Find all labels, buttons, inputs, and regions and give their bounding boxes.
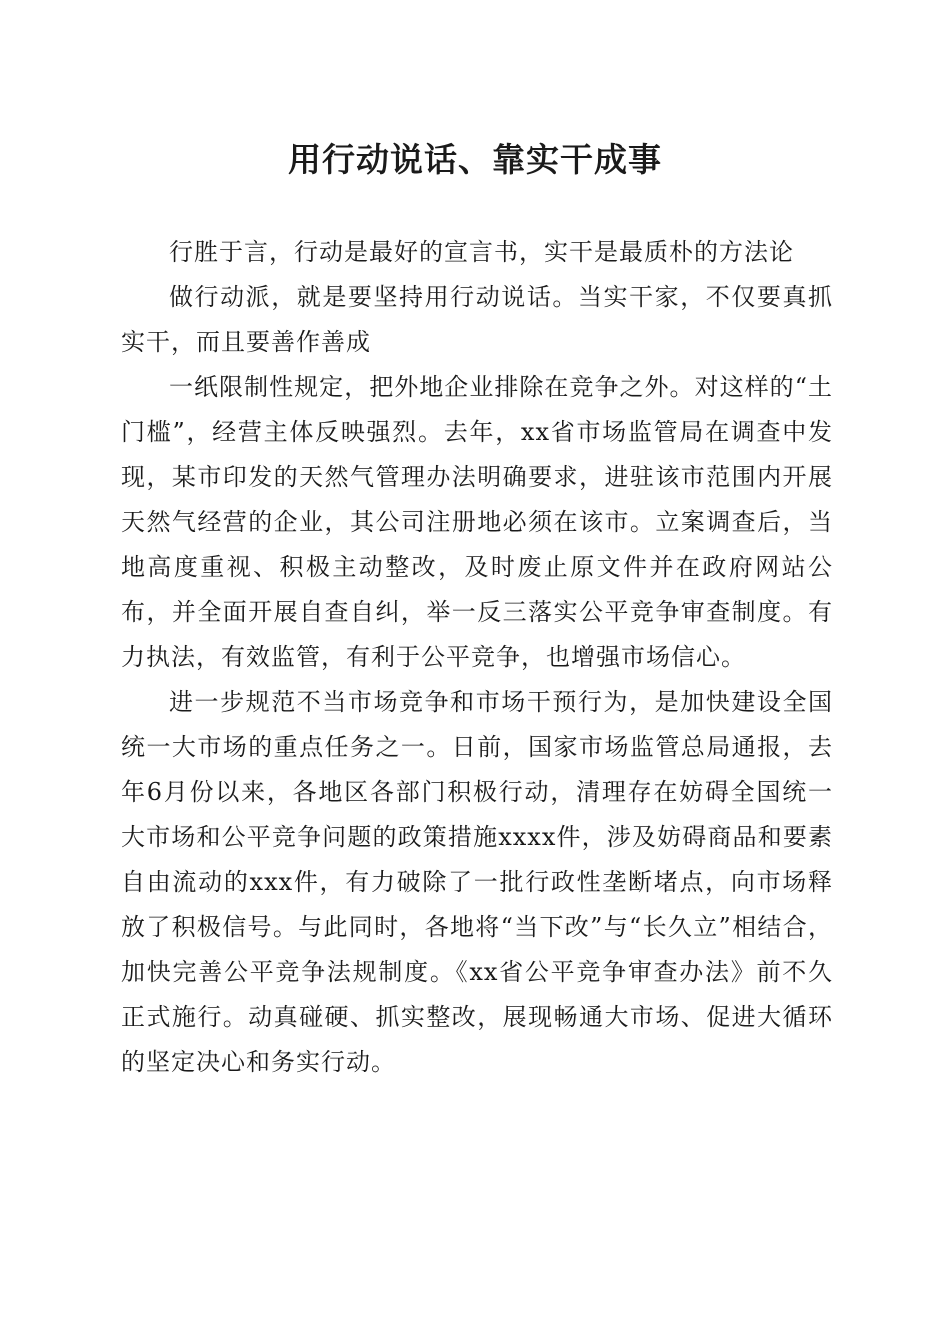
paragraph-2: 做行动派，就是要坚持用行动说话。当实干家，不仅要真抓实干，而且要善作善成 (121, 283, 833, 356)
document-body (121, 230, 833, 1085)
document-title: 用行动说话、靠实干成事 (288, 140, 662, 179)
paragraph-3: 一纸限制性规定，把外地企业排除在竞争之外。对这样的“土门槛”，经营主体反映强烈。去年，xx省市场监管局在调查中发现，某市印发的天然气管理办法明确要求，进驻该市范围内开展天然气经营的企业，其公司注册地必须在该市。立案调查后，当地高度重视、积极主动整改，及时废止原文件并在政府网站公布，并全面开展自查自纠，举一反三落实公平竞争审查制度。有力执法，有效监管，有利于公平竞争，也增强市场信心。 (121, 373, 833, 671)
paragraph-1: 行胜于言，行动是最好的宣言书，实干是最质朴的方法论 (169, 238, 794, 266)
paragraph-4: 进一步规范不当市场竞争和市场干预行为，是加快建设全国统一大市场的重点任务之一。日前，国家市场监管总局通报，去年6月份以来，各地区各部门积极行动，清理存在妨碍全国统一大市场和公平竞争问题的政策措施xxxx件，涉及妨碍商品和要素自由流动的xxx件，有力破除了一批行政性垄断堵点，向市场释放了积极信号。与此同时，各地将“当下改”与“长久立”相结合，加快完善公平竞争法规制度。《xx省公平竞争审查办法》前不久正式施行。动真碰硬、抓实整改，展现畅通大市场、促进大循环的坚定决心和务实行动。 (121, 688, 833, 1076)
